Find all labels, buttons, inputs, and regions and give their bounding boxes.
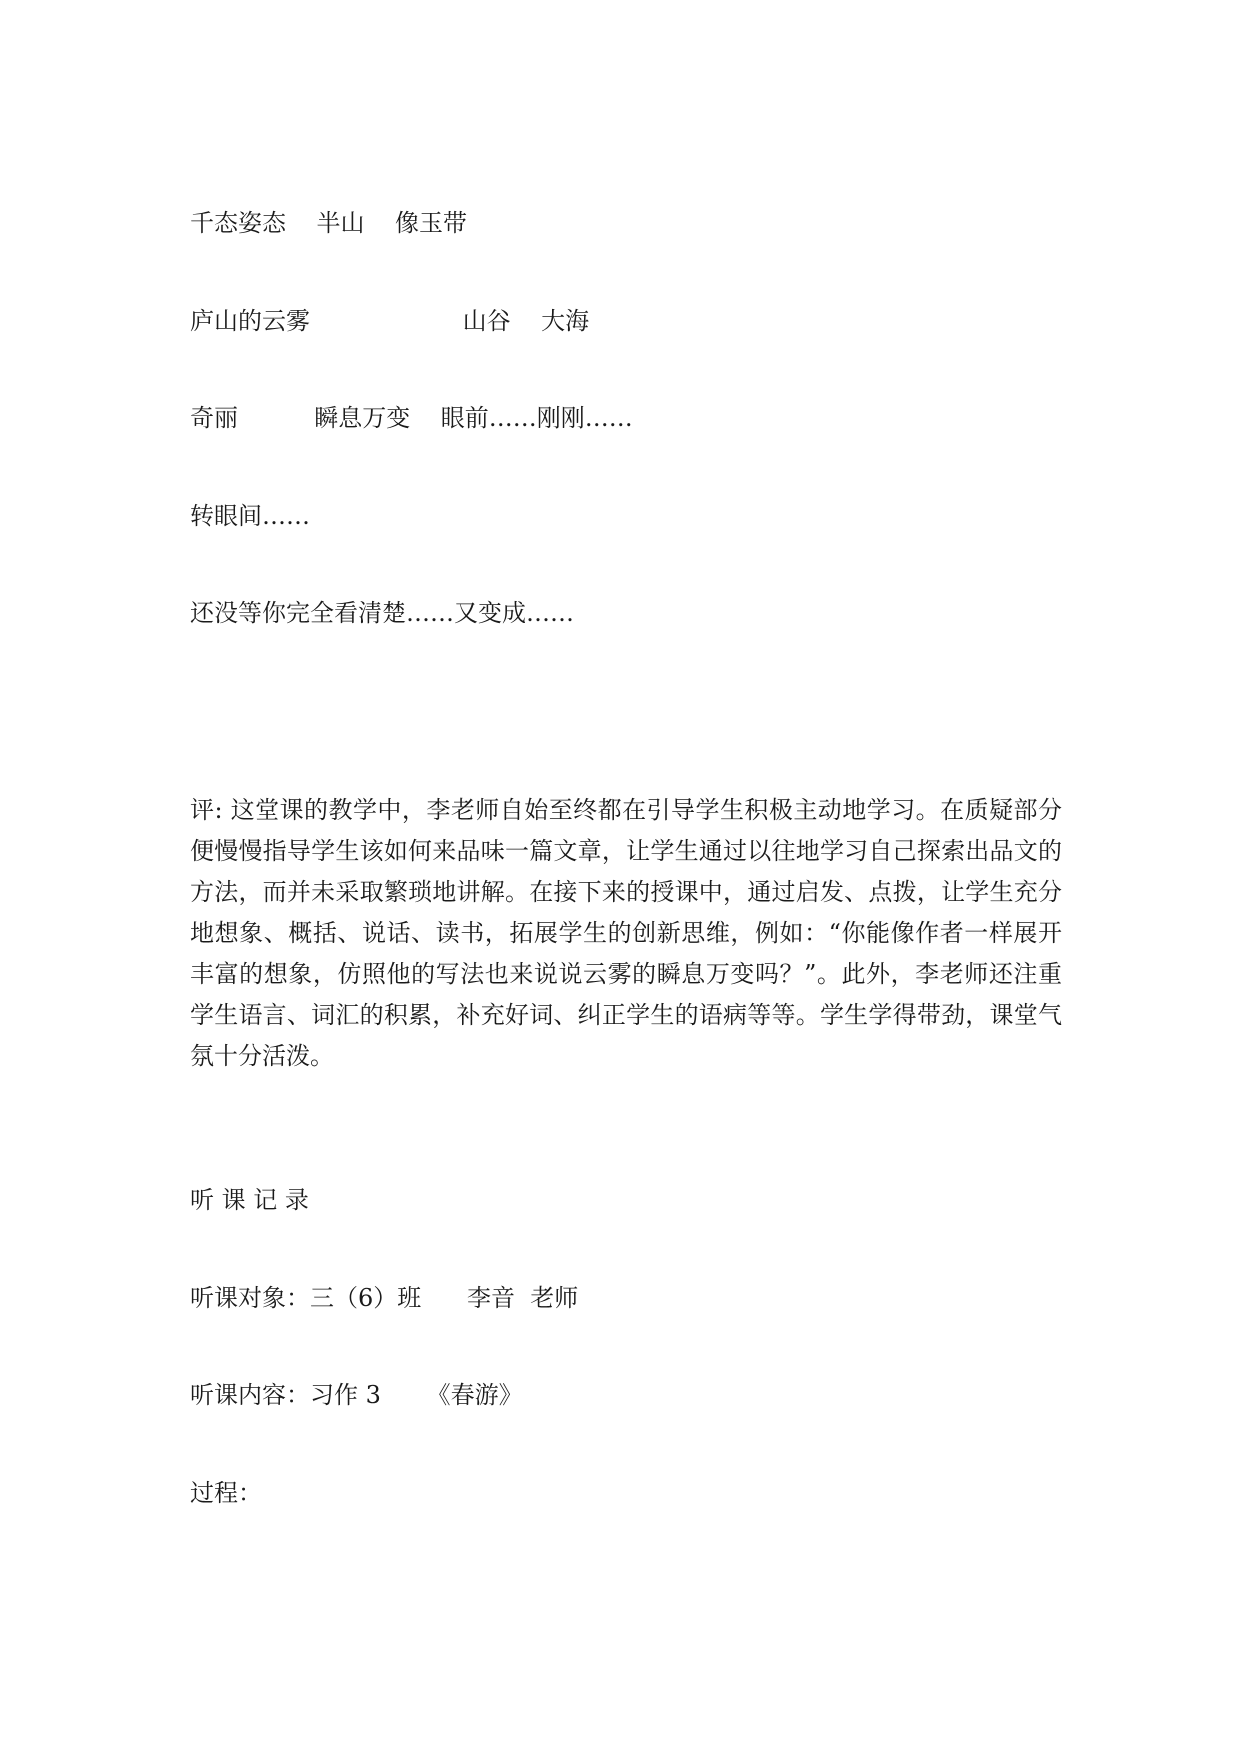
note-line-5: 还没等你完全看清楚……又变成…… — [190, 599, 574, 627]
record-target: 听课对象：三（6）班 李音 老师 — [190, 1284, 579, 1312]
note-line-1: 千态姿态 半山 像玉带 — [190, 209, 468, 237]
note-line-3: 奇丽 瞬息万变 眼前……刚刚…… — [190, 404, 633, 432]
comment-paragraph: 评: 这堂课的教学中，李老师自始至终都在引导学生积极主动地学习。在质疑部分便慢慢指导学生该如何来品味一篇文章，让学生通过以往地学习自己探索出品文的方法，而并未采取繁琐地讲解。在接下来的授课中，通过启发、点拨，让学生充分地想象、概括、说话、读书，拓展学生的创新思维，例如：“你能像作者一样展开丰富的想象，仿照他的写法也来说说云雾的瞬息万变吗？”。此外，李老师还注重学生语言、词汇的积累，补充好词、纠正学生的语病等等。学生学得带劲，课堂气氛十分活泼。 — [190, 796, 1062, 1070]
record-title: 听 课 记 录 — [190, 1186, 309, 1214]
record-process: 过程： — [190, 1479, 262, 1507]
note-line-4: 转眼间…… — [190, 502, 310, 530]
note-line-2: 庐山的云雾 山谷 大海 — [190, 307, 590, 335]
record-content: 听课内容：习作 3 《春游》 — [190, 1381, 523, 1409]
